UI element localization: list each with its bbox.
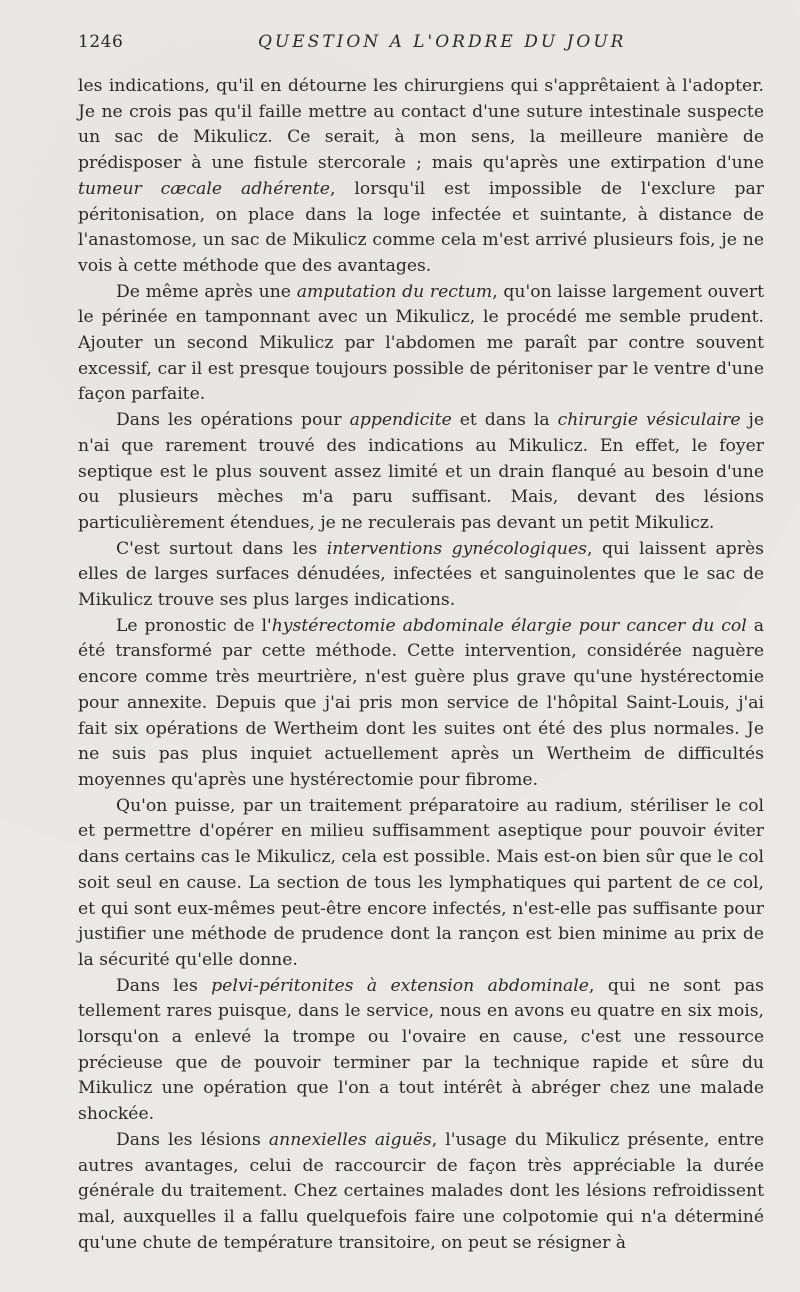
text-run: a été transformé par cette méthode. Cette intervention, considérée naguère encore comme très meurtrière, n'est guère plus grave qu'une hystérectomie pour annexite. Depuis que j'ai pris mon service de l'hôpital Saint-Louis, j'ai fait six opérations de Wertheim dont les suites ont été des plus normales. Je ne suis pas plus inquiet actuellement après un Wertheim de difficultés moyennes qu'après une hystérectomie pour fibrome. <box>78 615 764 790</box>
italic-phrase: amputation du rectum <box>296 281 493 302</box>
paragraph <box>78 614 764 794</box>
running-title: QUESTION A L'ORDRE DU JOUR <box>258 32 627 52</box>
text-run: et dans la <box>451 410 558 431</box>
text-run: Dans les <box>116 975 212 996</box>
italic-phrase: interventions gynécologiques <box>326 538 587 559</box>
text-run: De même après une <box>116 281 297 302</box>
text-run: Le pronostic de l' <box>116 615 272 636</box>
paragraph <box>78 537 764 614</box>
italic-phrase: hystérectomie abdominale élargie pour cancer du col <box>271 615 747 636</box>
italic-phrase: appendicite <box>349 410 452 431</box>
text-run: , lorsqu'il est impossible de l'exclure par péritonisation, on place dans la loge infectée et suintante, à distance de l'anastomose, un sac de Mikulicz comme cela m'est arrivé plusieurs fois, je ne vois à cette méthode que des avantages. <box>78 178 764 276</box>
text-run: , qui laissent après elles de larges surfaces dénudées, infectées et sanguinolentes que le sac de Mikulicz trouve ses plus larges indications. <box>78 538 764 611</box>
paragraph <box>78 408 764 537</box>
text-run: C'est surtout dans les <box>116 538 327 559</box>
paragraph <box>78 74 764 280</box>
italic-phrase: chirurgie vésiculaire <box>557 410 741 431</box>
italic-phrase: annexielles aiguës <box>268 1129 432 1150</box>
text-run: Qu'on puisse, par un traitement préparatoire au radium, stériliser le col et permettre d'opérer en milieu suffisamment aseptique pour pouvoir éviter dans certains cas le Mikulicz, cela est possible. Mais est-on bien sûr que le col soit seul en cause. La section de tous les lymphatiques qui partent de ce col, et qui sont eux-mêmes peut-être encore infectés, n'est-elle pas suffisante pour justifier une méthode de prudence dont la rançon est bien minime au prix de la sécurité qu'elle donne. <box>78 795 764 970</box>
text-run: , l'usage du Mikulicz présente, entre autres avantages, celui de raccourcir de façon très appréciable la durée générale du traitement. Chez certaines malades dont les lésions refroidissent mal, auxquelles il a fallu quelquefois faire une colpotomie qui n'a déterminé qu'une chute de température transitoire, on peut se résigner à <box>78 1129 764 1253</box>
paragraph <box>78 794 764 974</box>
text-run: Dans les lésions <box>116 1129 269 1150</box>
paragraph <box>78 280 764 409</box>
paragraph <box>78 974 764 1128</box>
text-run: je n'ai que rarement trouvé des indications au Mikulicz. En effet, le foyer septique est le plus souvent assez limité et un drain flanqué au besoin d'une ou plusieurs mèches m'a paru suffisant. Mais, devant des lésions particulièrement étendues, je ne reculerais pas devant un petit Mikulicz. <box>78 410 764 533</box>
body-text <box>78 74 764 1256</box>
text-run: les indications, qu'il en détourne les chirurgiens qui s'apprêtaient à l'adopter. Je ne crois pas qu'il faille mettre au contact d'une suture intestinale suspecte un sac de Mikulicz. Ce serait, à mon sens, la meilleure manière de prédisposer à une fistule stercorale ; mais qu'après une extirpation d'une <box>78 76 764 174</box>
text-run: , qui ne sont pas tellement rares puisque, dans le service, nous en avons eu quatre en six mois, lorsqu'on a enlevé la trompe ou l'ovaire en cause, c'est une ressource précieuse que de pouvoir terminer par la technique rapide et sûre du Mikulicz une opération que l'on a tout intérêt à abréger chez une malade shockée. <box>78 975 764 1125</box>
page-header <box>78 32 768 56</box>
page-number: 1246 <box>78 32 124 52</box>
text-run: , qu'on laisse largement ouvert le périnée en tamponnant avec un Mikulicz, le procédé me semble prudent. Ajouter un second Mikulicz par l'abdomen me paraît par contre souvent excessif, car il est presque toujours possible de péritoniser par le ventre d'une façon parfaite. <box>78 281 764 405</box>
text-run: Dans les opérations pour <box>116 410 350 431</box>
italic-phrase: tumeur cæcale adhérente <box>78 178 330 199</box>
italic-phrase: pelvi-péritonites à extension abdominale <box>211 975 589 996</box>
paragraph <box>78 1128 764 1257</box>
